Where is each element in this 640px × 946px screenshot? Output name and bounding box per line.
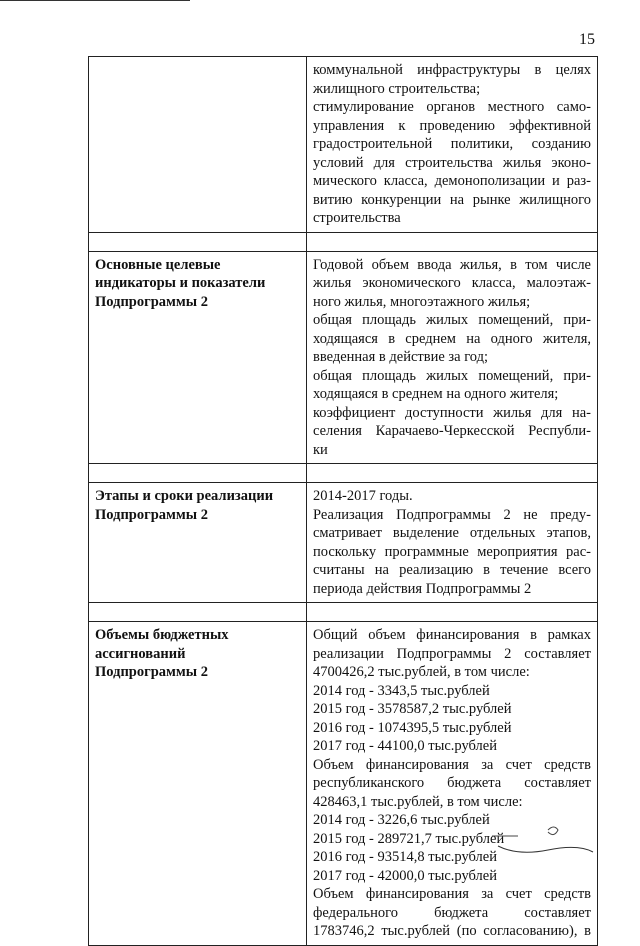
row-content <box>307 483 598 603</box>
row-label <box>89 57 307 233</box>
label-line: ассигнований <box>95 645 186 662</box>
content-line: Объем финансирования за счет средств <box>313 886 591 902</box>
row-content <box>307 57 598 233</box>
content-line: строительства <box>313 210 401 226</box>
top-rule <box>0 0 190 1</box>
content-line: 4700426,2 тыс.рублей, в том числе: <box>313 664 530 680</box>
row-label <box>89 483 307 603</box>
content-line: 2017 год - 44100,0 тыс.рублей <box>313 738 497 754</box>
row-spacer <box>89 603 598 622</box>
content-line: общая площадь жилых помещений, при- <box>313 312 591 328</box>
content-line: поскольку программные мероприятия рас- <box>313 543 591 560</box>
content-line: 2014 год - 3226,6 тыс.рублей <box>313 812 490 828</box>
content-line: Общий объем финансирования в рамках <box>313 627 591 643</box>
spacer-cell <box>307 232 598 251</box>
table-row <box>89 251 598 464</box>
content-line: считаны на реализацию в течение всего <box>313 562 591 578</box>
passport-table <box>88 56 598 946</box>
page-number: 15 <box>579 31 595 48</box>
content-line: Объем финансирования за счет средств <box>313 756 591 773</box>
content-line: мического класса, демонополизации и раз- <box>313 173 591 189</box>
content-line: селения Карачаево-Черкесской Республи- <box>313 423 591 439</box>
table-row <box>89 622 598 946</box>
content-line: коэффициент доступности жилья для на- <box>313 404 591 421</box>
label-line: индикаторы и показатели <box>95 275 266 291</box>
label-line: Подпрограммы 2 <box>95 506 208 523</box>
content-line: Годовой объем ввода жилья, в том числе <box>313 256 591 273</box>
content-line: жилищного строительства; <box>313 80 481 97</box>
spacer-cell <box>307 603 598 622</box>
content-line: введенная в действие за год; <box>313 349 489 365</box>
label-line: Этапы и сроки реализации <box>95 488 274 504</box>
content-line: ного жилья, многоэтажного жилья; <box>313 293 531 310</box>
content-line: управления к проведению эффективной <box>313 117 591 134</box>
content-line: федерального бюджета составляет <box>313 904 591 921</box>
label-line: Основные целевые <box>95 256 221 273</box>
label-line: Объемы бюджетных <box>95 627 229 643</box>
content-line: реализации Подпрограммы 2 составляет <box>313 645 591 662</box>
row-spacer <box>89 464 598 483</box>
spacer-cell <box>89 464 307 483</box>
label-line: Подпрограммы 2 <box>95 664 208 680</box>
spacer-cell <box>307 464 598 483</box>
content-line: условий для строительства жилья эконо- <box>313 154 591 171</box>
content-line: общая площадь жилых помещений, при- <box>313 367 591 384</box>
content-line: 2016 год - 1074395,5 тыс.рублей <box>313 719 512 736</box>
row-label <box>89 251 307 464</box>
content-line: республиканского бюджета составляет <box>313 775 591 791</box>
row-content <box>307 622 598 946</box>
row-content <box>307 251 598 464</box>
content-line: сматривает выделение отдельных этапов, <box>313 525 591 541</box>
spacer-cell <box>89 603 307 622</box>
content-line: 2014-2017 годы. <box>313 488 413 504</box>
content-line: 2017 год - 42000,0 тыс.рублей <box>313 867 497 884</box>
row-spacer <box>89 232 598 251</box>
content-line: коммунальной инфраструктуры в целях <box>313 62 591 78</box>
content-line: жилья экономического класса, малоэтаж- <box>313 275 591 291</box>
content-line: ходящаяся в среднем на одного жителя, <box>313 330 591 347</box>
content-line: 428463,1 тыс.рублей, в том числе: <box>313 793 523 810</box>
pen-mark <box>488 816 598 856</box>
content-line: 2016 год - 93514,8 тыс.рублей <box>313 849 497 865</box>
content-line: 2015 год - 289721,7 тыс.рублей <box>313 830 505 847</box>
content-line: 2015 год - 3578587,2 тыс.рублей <box>313 701 512 717</box>
content-line: витию конкуренции на рынке жилищного <box>313 191 591 208</box>
content-line: градостроительной политики, созданию <box>313 136 591 152</box>
content-line: ки <box>313 441 328 458</box>
content-line: стимулирование органов местного само- <box>313 99 591 115</box>
content-line: 1783746,2 тыс.рублей (по согласованию), в <box>313 923 591 939</box>
table-row <box>89 483 598 603</box>
content-line: ходящаяся в среднем на одного жителя; <box>313 386 559 402</box>
row-label <box>89 622 307 946</box>
content-line: периода действия Подпрограммы 2 <box>313 580 532 597</box>
content-line: Реализация Подпрограммы 2 не преду- <box>313 506 591 523</box>
spacer-cell <box>89 232 307 251</box>
table-row <box>89 57 598 233</box>
label-line: Подпрограммы 2 <box>95 293 208 310</box>
content-line: 2014 год - 3343,5 тыс.рублей <box>313 682 490 699</box>
